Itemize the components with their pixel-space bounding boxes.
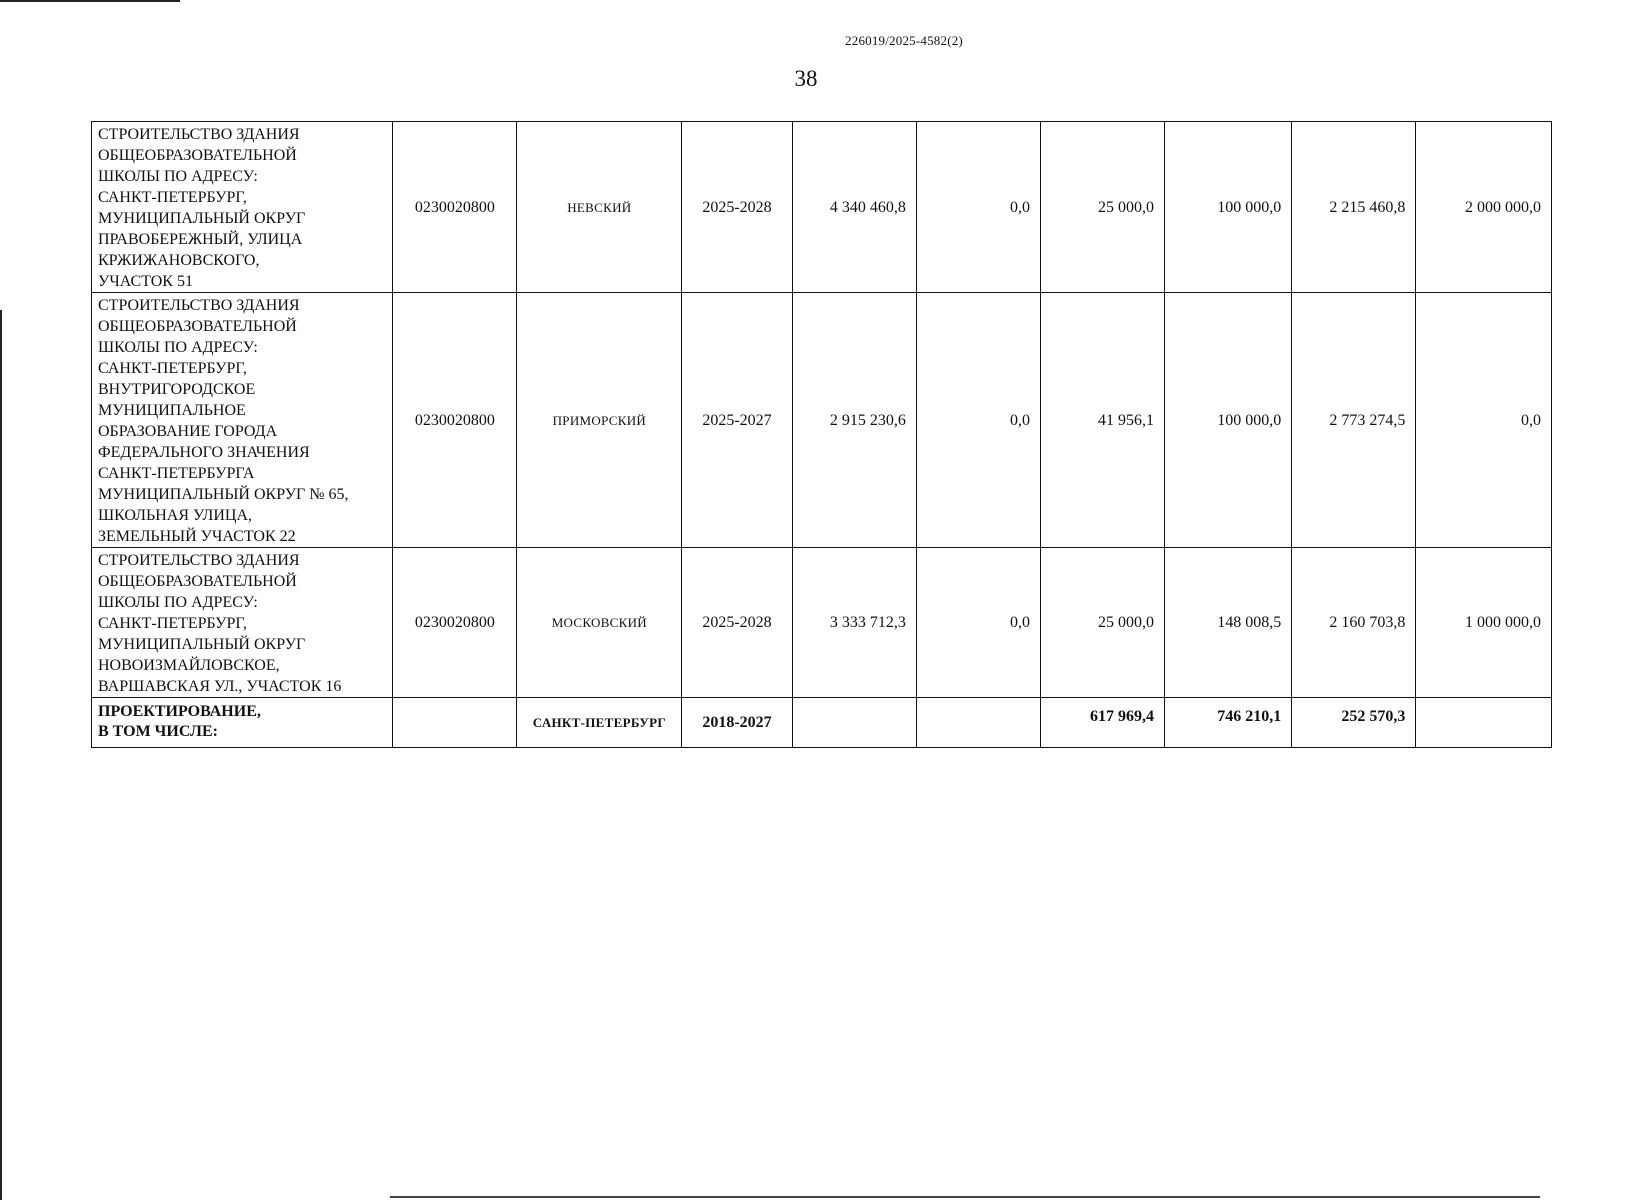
amount-cell-5 (1416, 698, 1552, 748)
table-row (92, 122, 1552, 293)
scan-edge-mark-bottom (390, 1196, 1540, 1198)
total-amount-cell: 3 333 712,3 (792, 548, 916, 698)
scan-edge-mark-left (0, 310, 2, 1200)
total-amount-cell: 2 915 230,6 (792, 293, 916, 548)
amount-cell-2: 25 000,0 (1040, 548, 1164, 698)
amount-cell-3: 148 008,5 (1165, 548, 1292, 698)
amount-cell-3: 100 000,0 (1165, 293, 1292, 548)
amount-cell-4: 2 215 460,8 (1292, 122, 1416, 293)
object-name-cell: СТРОИТЕЛЬСТВО ЗДАНИЯ ОБЩЕОБРАЗОВАТЕЛЬНОЙ ШКОЛЫ ПО АДРЕСУ: САНКТ-ПЕТЕРБУРГ, МУНИЦИПАЛЬНЫЙ ОКРУГ ПРАВОБЕРЕЖНЫЙ, УЛИЦА КРЖИЖАНОВСКОГО, УЧАСТОК 51 (92, 122, 393, 293)
amount-cell-1: 0,0 (916, 293, 1040, 548)
table-row (92, 548, 1552, 698)
district-cell: МОСКОВСКИЙ (517, 548, 682, 698)
amount-cell-4: 252 570,3 (1292, 698, 1416, 748)
budget-table (91, 121, 1552, 748)
object-name-cell: СТРОИТЕЛЬСТВО ЗДАНИЯ ОБЩЕОБРАЗОВАТЕЛЬНОЙ ШКОЛЫ ПО АДРЕСУ: САНКТ-ПЕТЕРБУРГ, ВНУТРИГОРОДСКОЕ МУНИЦИПАЛЬНОЕ ОБРАЗОВАНИЕ ГОРОДА ФЕДЕРАЛЬНОГО ЗНАЧЕНИЯ САНКТ-ПЕТЕРБУРГА МУНИЦИПАЛЬНЫЙ ОКРУГ № 65, ШКОЛЬНАЯ УЛИЦА, ЗЕМЕЛЬНЫЙ УЧАСТОК 22 (92, 293, 393, 548)
amount-cell-4: 2 160 703,8 (1292, 548, 1416, 698)
period-cell: 2025-2027 (682, 293, 793, 548)
district-cell: НЕВСКИЙ (517, 122, 682, 293)
section-name-cell: ПРОЕКТИРОВАНИЕ, В ТОМ ЧИСЛЕ: (92, 698, 393, 748)
total-amount-cell: 4 340 460,8 (792, 122, 916, 293)
table-row (92, 293, 1552, 548)
section-total-row (92, 698, 1552, 748)
scan-edge-mark-top (0, 0, 180, 2)
amount-cell-2: 617 969,4 (1040, 698, 1164, 748)
total-amount-cell (792, 698, 916, 748)
document-number: 226019/2025-4582(2) (845, 33, 963, 48)
amount-cell-1 (916, 698, 1040, 748)
code-cell: 0230020800 (393, 548, 517, 698)
page-number: 38 (794, 66, 818, 91)
amount-cell-1: 0,0 (916, 122, 1040, 293)
amount-cell-3: 100 000,0 (1165, 122, 1292, 293)
code-cell: 0230020800 (393, 122, 517, 293)
amount-cell-5: 0,0 (1416, 293, 1552, 548)
period-cell: 2025-2028 (682, 548, 793, 698)
amount-cell-4: 2 773 274,5 (1292, 293, 1416, 548)
district-cell: ПРИМОРСКИЙ (517, 293, 682, 548)
amount-cell-1: 0,0 (916, 548, 1040, 698)
amount-cell-5: 1 000 000,0 (1416, 548, 1552, 698)
code-cell: 0230020800 (393, 293, 517, 548)
code-cell (393, 698, 517, 748)
amount-cell-5: 2 000 000,0 (1416, 122, 1552, 293)
period-cell: 2018-2027 (682, 698, 793, 748)
amount-cell-3: 746 210,1 (1165, 698, 1292, 748)
district-cell: САНКТ-ПЕТЕРБУРГ (517, 698, 682, 748)
amount-cell-2: 25 000,0 (1040, 122, 1164, 293)
period-cell: 2025-2028 (682, 122, 793, 293)
object-name-cell: СТРОИТЕЛЬСТВО ЗДАНИЯ ОБЩЕОБРАЗОВАТЕЛЬНОЙ ШКОЛЫ ПО АДРЕСУ: САНКТ-ПЕТЕРБУРГ, МУНИЦИПАЛЬНЫЙ ОКРУГ НОВОИЗМАЙЛОВСКОЕ, ВАРШАВСКАЯ УЛ., УЧАСТОК 16 (92, 548, 393, 698)
amount-cell-2: 41 956,1 (1040, 293, 1164, 548)
